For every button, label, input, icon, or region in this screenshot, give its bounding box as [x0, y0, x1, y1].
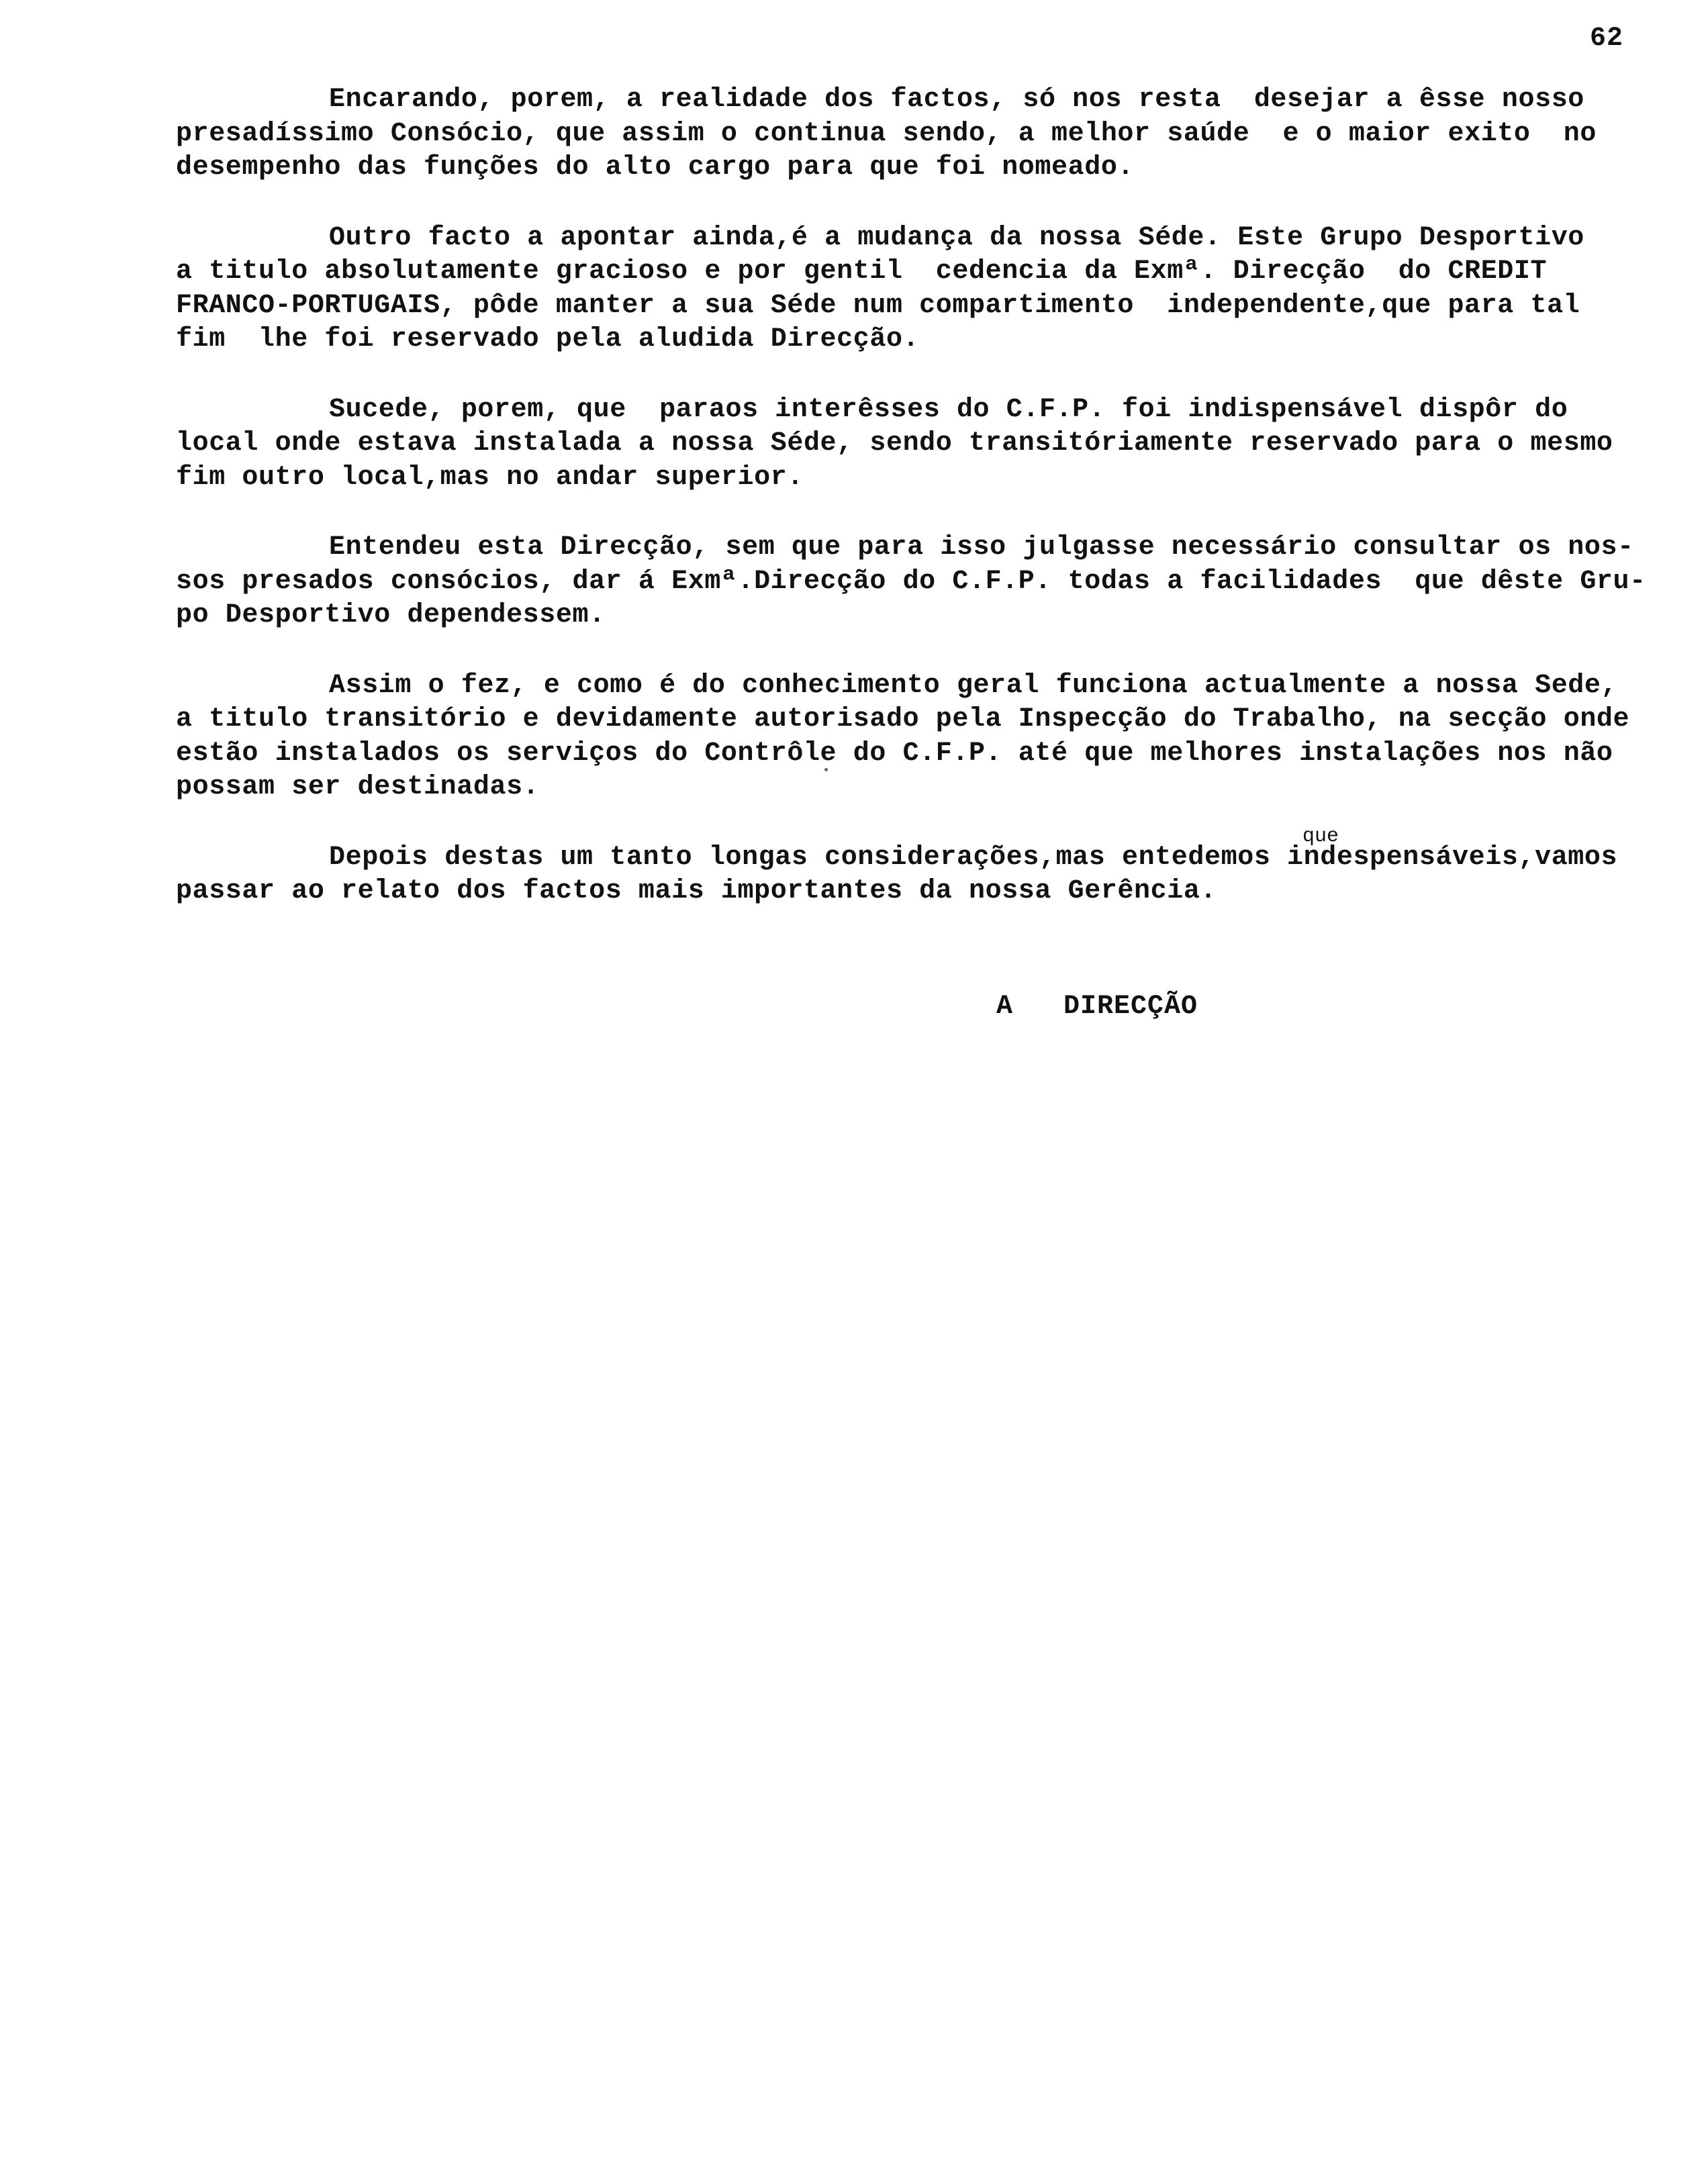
text-line: FRANCO-PORTUGAIS, pôde manter a sua Séde num compartimento independente,que para tal: [176, 290, 1580, 321]
text-line: Entendeu esta Direcção, sem que para isso julgasse necessário consultar os nos-: [329, 532, 1634, 563]
text-line: fim lhe foi reservado pela aludida Direcção.: [176, 324, 920, 354]
paragraph-3: [176, 393, 1660, 495]
text-line: Encarando, porem, a realidade dos factos, só nos resta desejar a êsse nosso: [329, 85, 1584, 115]
text-line: sos presados consócios, dar á Exmª.Direcção do C.F.P. todas a facilidades que dêste Gru-: [176, 566, 1646, 597]
inserted-word: que: [1302, 824, 1339, 848]
text-line: a titulo transitório e devidamente autorisado pela Inspecção do Trabalho, na secção onde: [176, 704, 1630, 734]
text-line: fim outro local,mas no andar superior.: [176, 462, 804, 493]
text-line: possam ser destinadas.: [176, 772, 540, 802]
page-number: 62: [1590, 23, 1624, 54]
text-line: estão instalados os serviços do Contrôle do C.F.P. até que melhores instalações nos não: [176, 738, 1613, 769]
text-line: Assim o fez, e como é do conhecimento geral funciona actualmente a nossa Sede,: [329, 670, 1618, 701]
paragraph-5: [176, 669, 1660, 805]
text-line: presadíssimo Consócio, que assim o continua sendo, a melhor saúde e o maior exito no: [176, 118, 1597, 149]
paragraph-2: [176, 222, 1660, 357]
paragraph-6: [176, 824, 1660, 909]
text-line: Outro facto a apontar ainda,é a mudança da nossa Séde. Este Grupo Desportivo: [329, 222, 1584, 253]
paragraph-1: [176, 83, 1660, 185]
text-line: local onde estava instalada a nossa Séde, sendo transitóriamente reservado para o mesmo: [176, 428, 1613, 459]
text-line: po Desportivo dependessem.: [176, 600, 606, 630]
body-text: [176, 83, 1660, 945]
text-line: a titulo absolutamente gracioso e por gentil cedencia da Exmª. Direcção do CREDIT: [176, 256, 1548, 287]
text-line: Sucede, porem, que paraos interêsses do C.F.P. foi indispensável dispôr do: [329, 394, 1568, 425]
signature: A DIRECÇÃO: [996, 992, 1198, 1022]
ink-speck: [824, 768, 828, 771]
text-line: Depois destas um tanto longas considerações,mas entedemos indespensáveis,vamos: [329, 842, 1618, 873]
text-line: desempenho das funções do alto cargo para que foi nomeado.: [176, 152, 1135, 183]
text-line: passar ao relato dos factos mais importantes da nossa Gerência.: [176, 876, 1217, 906]
paragraph-4: [176, 531, 1660, 633]
